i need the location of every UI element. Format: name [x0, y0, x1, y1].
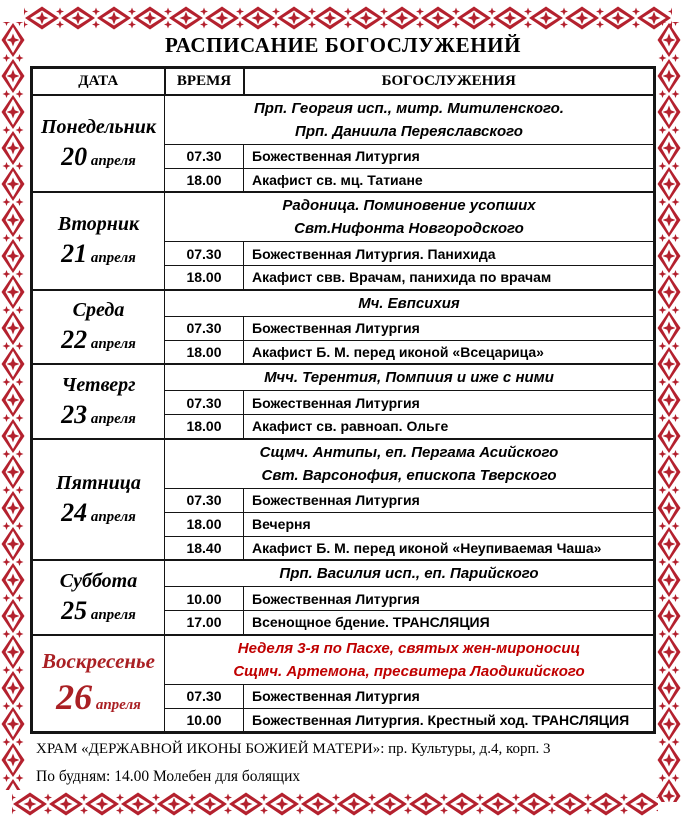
service-time: 07.30 — [165, 391, 244, 415]
service-name: Акафист св. равноап. Ольге — [244, 415, 655, 439]
service-name: Акафист свв. Врачам, панихида по врачам — [244, 266, 655, 290]
feast-cell — [165, 560, 655, 587]
service-name: Акафист св. мц. Татиане — [244, 168, 655, 192]
date-month: апреля — [92, 697, 141, 714]
page-title: РАСПИСАНИЕ БОГОСЛУЖЕНИЙ — [164, 33, 522, 57]
service-time: 18.00 — [165, 168, 244, 192]
date-number: 23 — [61, 399, 88, 429]
border-ornament-left-icon — [1, 22, 25, 790]
service-time: 07.30 — [165, 488, 244, 512]
weekday-note: По будням: 14.00 Молебен для болящих — [36, 768, 301, 785]
header-services: БОГОСЛУЖЕНИЯ — [244, 68, 655, 95]
date-month: апреля — [87, 508, 136, 525]
day-block-row — [32, 95, 655, 145]
feast-cell — [165, 192, 655, 242]
date-number: 25 — [61, 595, 88, 625]
feast-line: Мч. Евпсихия — [358, 294, 460, 312]
date-line — [35, 325, 162, 355]
date-month: апреля — [87, 152, 136, 169]
service-time: 07.30 — [165, 144, 244, 168]
date-cell — [32, 560, 165, 635]
service-time: 18.00 — [165, 340, 244, 364]
service-name: Божественная Литургия — [244, 316, 655, 340]
date-cell — [32, 364, 165, 439]
feast-line: Свт. Варсонофия, епископа Тверского — [261, 466, 557, 484]
date-month: апреля — [87, 606, 136, 623]
feast-cell — [165, 364, 655, 391]
date-number: 21 — [61, 239, 88, 269]
schedule-table — [30, 66, 656, 734]
day-name: Четверг — [61, 373, 136, 396]
day-name: Пятница — [56, 471, 141, 494]
feast-line: Прп. Георгия исп., митр. Митиленского. — [254, 99, 564, 117]
feast-cell — [165, 439, 655, 489]
service-name: Вечерня — [244, 512, 655, 536]
feast-cell — [165, 635, 655, 685]
feast-cell — [165, 95, 655, 145]
day-block-row — [32, 560, 655, 587]
date-cell — [32, 192, 165, 290]
feast-line: Сщмч. Антипы, еп. Пергама Асийского — [259, 443, 559, 461]
service-name: Всенощное бдение. ТРАНСЛЯЦИЯ — [244, 611, 655, 635]
day-block-row — [32, 192, 655, 242]
date-cell — [32, 439, 165, 561]
date-number: 20 — [61, 141, 88, 171]
border-ornament-top-icon — [24, 6, 672, 30]
day-block-row — [32, 635, 655, 685]
table-header-row — [32, 68, 655, 95]
service-time: 18.40 — [165, 536, 244, 560]
service-name: Божественная Литургия — [244, 144, 655, 168]
border-ornament-right-icon — [657, 22, 681, 802]
date-line — [35, 498, 162, 528]
day-name: Понедельник — [40, 115, 157, 138]
service-time: 10.00 — [165, 708, 244, 732]
service-name: Божественная Литургия — [244, 684, 655, 708]
service-name: Акафист Б. М. перед иконой «Всецарица» — [244, 340, 655, 364]
day-name: Воскресенье — [42, 648, 155, 673]
header-time: ВРЕМЯ — [165, 68, 244, 95]
day-block-row — [32, 290, 655, 317]
day-block-row — [32, 439, 655, 489]
service-name: Божественная Литургия. Панихида — [244, 242, 655, 266]
border-ornament-bottom-icon — [12, 792, 658, 816]
service-time: 18.00 — [165, 512, 244, 536]
service-time: 17.00 — [165, 611, 244, 635]
service-name: Божественная Литургия — [244, 488, 655, 512]
feast-line: Прп. Даниила Переяславского — [295, 122, 523, 140]
schedule-table-body — [32, 95, 655, 733]
date-month: апреля — [87, 410, 136, 427]
date-line — [35, 400, 162, 430]
date-month: апреля — [87, 250, 136, 267]
service-time: 10.00 — [165, 587, 244, 611]
date-number: 26 — [56, 677, 93, 718]
feast-line: Мчч. Терентия, Помпиия и иже с ними — [264, 369, 554, 386]
date-line — [35, 142, 162, 172]
feast-line: Свт.Нифонта Новгородского — [294, 220, 524, 237]
feast-cell — [165, 290, 655, 317]
date-line — [35, 676, 162, 718]
date-line — [35, 596, 162, 626]
date-number: 24 — [61, 497, 88, 527]
date-cell — [32, 290, 165, 365]
feast-line: Сщмч. Артемона, пресвитера Лаодикийского — [233, 662, 585, 680]
date-cell — [32, 635, 165, 733]
header-date: ДАТА — [32, 68, 165, 95]
day-name: Среда — [72, 299, 125, 322]
service-time: 07.30 — [165, 316, 244, 340]
service-name: Божественная Литургия — [244, 587, 655, 611]
day-name: Суббота — [59, 569, 138, 592]
service-time: 18.00 — [165, 266, 244, 290]
service-time: 07.30 — [165, 242, 244, 266]
date-number: 22 — [61, 325, 88, 355]
service-name: Божественная Литургия. Крестный ход. ТРАНСЛЯЦИЯ — [244, 708, 655, 732]
service-time: 07.30 — [165, 684, 244, 708]
feast-line: Радоница. Поминовение усопших — [282, 197, 536, 214]
feast-line: Неделя 3-я по Пасхе, святых жен-мироносиц — [237, 639, 581, 657]
date-cell — [32, 95, 165, 193]
service-time: 18.00 — [165, 415, 244, 439]
day-block-row — [32, 364, 655, 391]
church-address: ХРАМ «ДЕРЖАВНОЙ ИКОНЫ БОЖИЕЙ МАТЕРИ»: пр. Культуры, д.4, корп. 3 — [36, 741, 551, 757]
date-month: апреля — [87, 336, 136, 353]
service-name: Божественная Литургия — [244, 391, 655, 415]
date-line — [35, 239, 162, 269]
service-name: Акафист Б. М. перед иконой «Неупиваемая Чаша» — [244, 536, 655, 560]
day-name: Вторник — [57, 213, 140, 236]
feast-line: Прп. Василия исп., еп. Парийского — [279, 565, 539, 582]
